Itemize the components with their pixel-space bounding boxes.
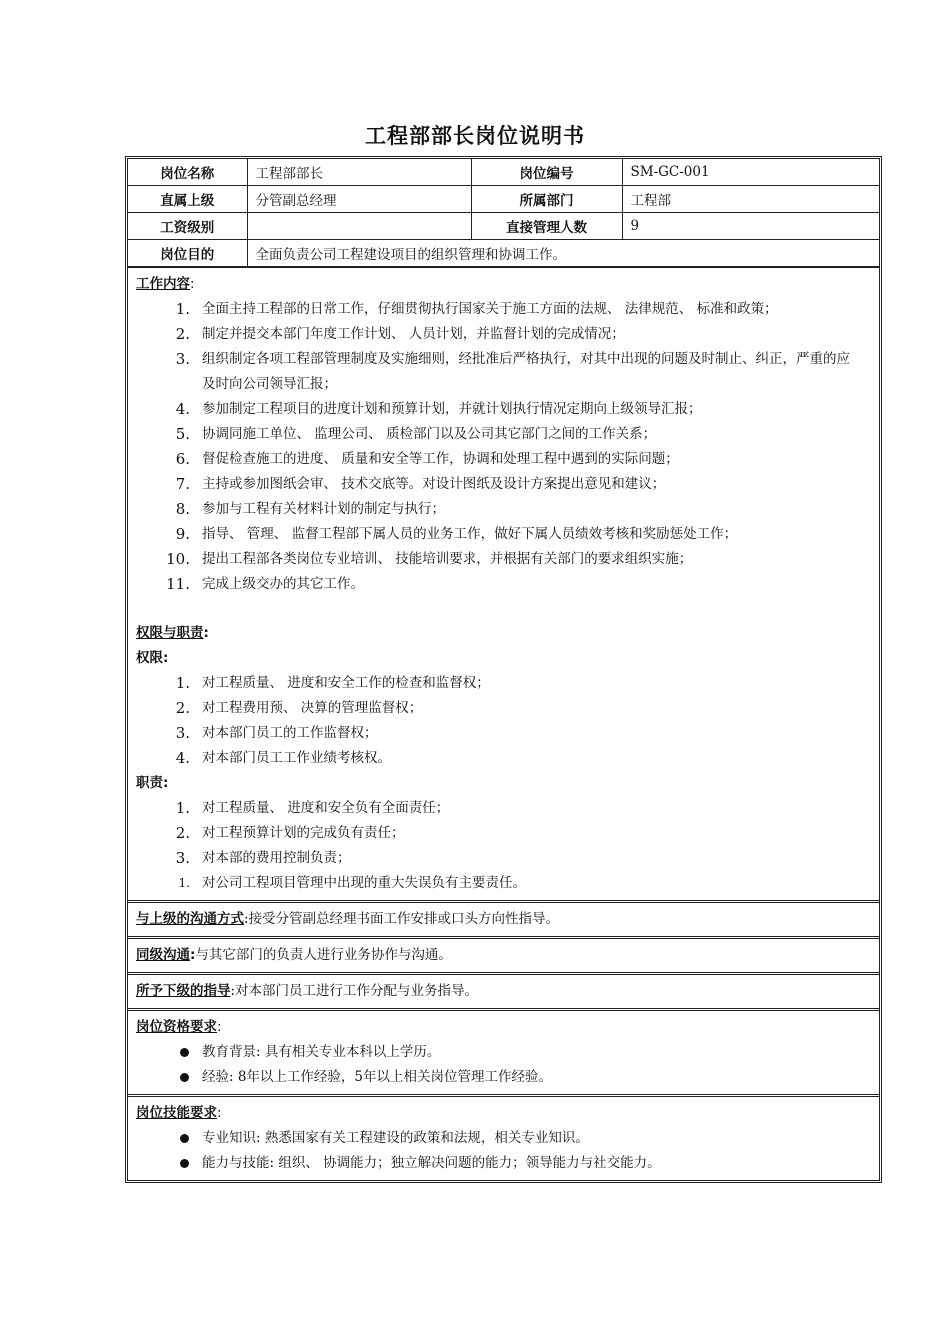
position-name-label: 岗位名称 bbox=[128, 159, 247, 186]
superior-communication-section bbox=[128, 900, 879, 936]
qualification-heading: 岗位资格要求 bbox=[136, 1019, 217, 1035]
qualification-item bbox=[136, 1065, 871, 1090]
authority-heading: 权限: bbox=[136, 650, 169, 666]
position-name-value: 工程部部长 bbox=[247, 159, 471, 186]
work-item-number: 10. bbox=[166, 550, 190, 568]
work-item-text: 督促检查施工的进度、 质量和安全等工作，协调和处理工程中遇到的实际问题； bbox=[202, 451, 679, 467]
basic-info-table bbox=[128, 159, 879, 267]
work-item-number: 7. bbox=[175, 475, 190, 493]
duty-item bbox=[136, 871, 871, 896]
skills-section bbox=[128, 1094, 879, 1180]
qualification-text: 教育背景: 具有相关专业本科以上学历。 bbox=[202, 1044, 441, 1060]
superior-label: 直属上级 bbox=[128, 186, 247, 213]
duty-item-number: 1. bbox=[175, 799, 190, 817]
duty-list bbox=[136, 796, 871, 896]
duty-item-number: 1. bbox=[178, 876, 190, 890]
purpose-value: 全面负责公司工程建设项目的组织管理和协调工作。 bbox=[247, 240, 879, 267]
department-label: 所属部门 bbox=[471, 186, 622, 213]
work-item-number: 8. bbox=[175, 500, 190, 518]
authority-item-text: 对本部门员工的工作监督权； bbox=[202, 725, 378, 741]
work-item bbox=[136, 547, 871, 572]
work-item-text: 提出工程部各类岗位专业培训、 技能培训要求，并根据有关部门的要求组织实施； bbox=[202, 551, 693, 567]
duty-item-text: 对工程质量、 进度和安全负有全面责任； bbox=[202, 800, 450, 816]
work-content-heading: 工作内容 bbox=[136, 276, 190, 292]
work-item bbox=[136, 572, 871, 597]
work-item-text: 指导、 管理、 监督工程部下属人员的业务工作，做好下属人员绩效考核和奖励惩处工作； bbox=[202, 526, 738, 542]
qualification-item bbox=[136, 1040, 871, 1065]
authority-item-number: 2. bbox=[175, 699, 190, 717]
skills-text: 专业知识: 熟悉国家有关工程建设的政策和法规，相关专业知识。 bbox=[202, 1130, 589, 1146]
work-item-number: 4. bbox=[175, 400, 190, 418]
info-row-3 bbox=[128, 213, 879, 240]
salary-label: 工资级别 bbox=[128, 213, 247, 240]
peer-communication-heading: 同级沟通 bbox=[136, 947, 190, 963]
authority-list bbox=[136, 671, 871, 771]
duty-item bbox=[136, 821, 871, 846]
position-code-value: SM-GC-001 bbox=[622, 159, 879, 186]
position-code-label: 岗位编号 bbox=[471, 159, 622, 186]
qualification-list bbox=[136, 1040, 871, 1090]
duty-item-text: 对工程预算计划的完成负有责任； bbox=[202, 825, 405, 841]
qualification-text: 经验: 8年以上工作经验，5年以上相关岗位管理工作经验。 bbox=[202, 1069, 553, 1085]
work-item-text: 协调同施工单位、 监理公司、 质检部门以及公司其它部门之间的工作关系； bbox=[202, 426, 657, 442]
managed-count-value: 9 bbox=[622, 213, 879, 240]
info-row-2 bbox=[128, 186, 879, 213]
work-item bbox=[136, 397, 871, 422]
duty-item-number: 2. bbox=[175, 824, 190, 842]
peer-communication-colon: : bbox=[190, 947, 196, 963]
peer-communication-section bbox=[128, 936, 879, 972]
work-item-text: 参加制定工程项目的进度计划和预算计划，并就计划执行情况定期向上级领导汇报； bbox=[202, 401, 702, 417]
authority-item bbox=[136, 721, 871, 746]
authority-item bbox=[136, 746, 871, 771]
bullet-icon bbox=[136, 1126, 202, 1151]
work-item-number: 9. bbox=[175, 525, 190, 543]
authority-item-number: 4. bbox=[175, 749, 190, 767]
work-item-text: 全面主持工程部的日常工作，仔细贯彻执行国家关于施工方面的法规、 法律规范、 标准和政策； bbox=[202, 301, 778, 317]
purpose-label: 岗位目的 bbox=[128, 240, 247, 267]
work-item-text: 组织制定各项工程部管理制度及实施细则，经批准后严格执行，对其中出现的问题及时制止、纠正，严重的应及时向公司领导汇报； bbox=[202, 351, 850, 392]
skills-text: 能力与技能: 组织、 协调能力；独立解决问题的能力；领导能力与社交能力。 bbox=[202, 1155, 661, 1171]
work-item-text: 制定并提交本部门年度工作计划、 人员计划，并监督计划的完成情况； bbox=[202, 326, 625, 342]
work-item bbox=[136, 447, 871, 472]
work-item bbox=[136, 297, 871, 322]
skills-item bbox=[136, 1151, 871, 1176]
duty-heading: 职责: bbox=[136, 775, 169, 791]
subordinate-guidance-heading: 所予下级的指导 bbox=[136, 983, 231, 999]
qualification-section bbox=[128, 1008, 879, 1094]
duty-item-number: 3. bbox=[175, 849, 190, 867]
work-item bbox=[136, 322, 871, 347]
superior-communication-text: :接受分管副总经理书面工作安排或口头方向性指导。 bbox=[244, 911, 560, 927]
superior-communication-heading: 与上级的沟通方式 bbox=[136, 911, 244, 927]
authority-item-text: 对本部门员工工作业绩考核权。 bbox=[202, 750, 391, 766]
authority-item-text: 对工程质量、 进度和安全工作的检查和监督权； bbox=[202, 675, 490, 691]
rights-colon: : bbox=[203, 625, 209, 641]
duty-item-text: 对本部的费用控制负责； bbox=[202, 850, 351, 866]
work-item bbox=[136, 472, 871, 497]
document-title: 工程部部长岗位说明书 bbox=[365, 124, 585, 148]
work-item-number: 1. bbox=[175, 300, 190, 318]
work-content-list bbox=[136, 297, 871, 597]
qualification-colon: : bbox=[217, 1019, 222, 1035]
work-content-section bbox=[128, 267, 879, 900]
skills-list bbox=[136, 1126, 871, 1176]
work-item bbox=[136, 422, 871, 447]
work-item-number: 11. bbox=[166, 575, 190, 593]
work-content-colon: : bbox=[190, 276, 195, 292]
work-item-text: 参加与工程有关材料计划的制定与执行； bbox=[202, 501, 445, 517]
authority-item-number: 3. bbox=[175, 724, 190, 742]
authority-item bbox=[136, 696, 871, 721]
bullet-icon bbox=[136, 1040, 202, 1065]
skills-item bbox=[136, 1126, 871, 1151]
job-description-form bbox=[125, 156, 882, 1183]
subordinate-guidance-text: :对本部门员工进行工作分配与业务指导。 bbox=[230, 983, 479, 999]
work-item-text: 主持或参加图纸会审、 技术交底等。对设计图纸及设计方案提出意见和建议； bbox=[202, 476, 666, 492]
bullet-icon bbox=[136, 1065, 202, 1090]
peer-communication-text: 与其它部门的负责人进行业务协作与沟通。 bbox=[195, 947, 452, 963]
rights-heading: 权限与职责 bbox=[136, 625, 204, 641]
work-item-number: 3. bbox=[175, 350, 190, 368]
work-item bbox=[136, 497, 871, 522]
work-item-number: 6. bbox=[175, 450, 190, 468]
subordinate-guidance-section bbox=[128, 972, 879, 1008]
skills-heading: 岗位技能要求 bbox=[136, 1105, 217, 1121]
authority-item bbox=[136, 671, 871, 696]
managed-count-label: 直接管理人数 bbox=[471, 213, 622, 240]
info-row-4 bbox=[128, 240, 879, 267]
department-value: 工程部 bbox=[622, 186, 879, 213]
duty-item bbox=[136, 846, 871, 871]
work-item bbox=[136, 347, 871, 397]
authority-item-text: 对工程费用预、 决算的管理监督权； bbox=[202, 700, 423, 716]
work-item-number: 2. bbox=[175, 325, 190, 343]
work-item-text: 完成上级交办的其它工作。 bbox=[202, 576, 364, 592]
work-item-number: 5. bbox=[175, 425, 190, 443]
bullet-icon bbox=[136, 1151, 202, 1176]
authority-item-number: 1. bbox=[175, 674, 190, 692]
duty-item bbox=[136, 796, 871, 821]
duty-item-text: 对公司工程项目管理中出现的重大失误负有主要责任。 bbox=[202, 875, 526, 891]
superior-value: 分管副总经理 bbox=[247, 186, 471, 213]
salary-value bbox=[247, 213, 471, 240]
work-item bbox=[136, 522, 871, 547]
info-row-1 bbox=[128, 159, 879, 186]
skills-colon: : bbox=[217, 1105, 222, 1121]
